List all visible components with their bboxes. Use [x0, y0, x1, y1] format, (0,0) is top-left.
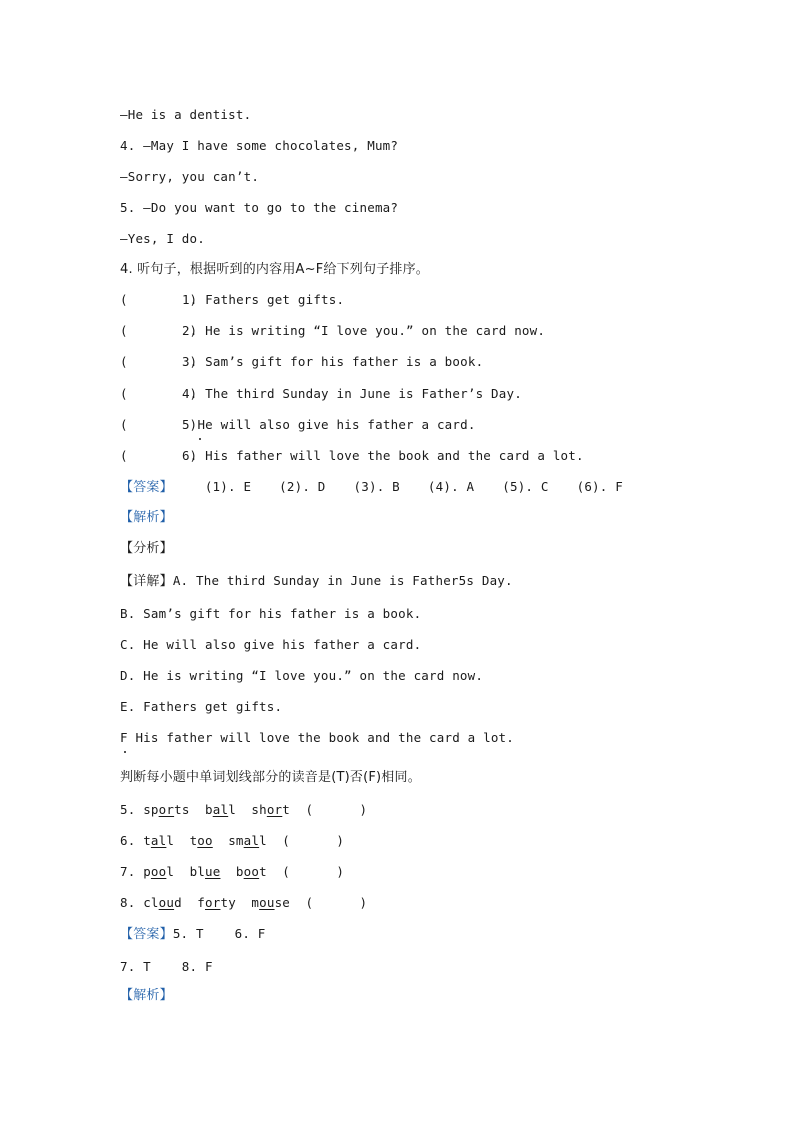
detail-line: D. He is writing “I love you.” on the card now. — [120, 668, 484, 683]
ordering-item-text: 1. Fathers get gifts. — [182, 292, 345, 307]
word-too: too — [189, 833, 213, 848]
detail-line — [120, 573, 513, 590]
dialogue-question-4: 4. —May I have some chocolates, Mum? — [120, 138, 399, 153]
word-pool: pool — [143, 864, 175, 879]
phonics-answer-row — [120, 926, 266, 943]
punctuation-dot — [199, 438, 201, 440]
answer-values: 5. T 6. F — [172, 926, 266, 941]
dialogue-reply-5: —Yes, I do. — [120, 231, 205, 246]
question-number: 6. — [120, 833, 136, 848]
detail-line: E. Fathers get gifts. — [120, 699, 283, 714]
fenxi-tag: 【分析】 — [120, 541, 173, 556]
answer-value: (2). D — [279, 479, 326, 494]
answer-tag: 【答案】 — [120, 480, 173, 495]
phonics-answer-row-2: 7. T 8. F — [120, 959, 213, 974]
section-4-instruction: 4. 听句子，根据听到的内容用A~F给下列句子排序。 — [120, 262, 429, 277]
detail-tag: 【详解】 — [120, 574, 173, 589]
ordering-item — [120, 417, 476, 433]
question-number: 5. — [120, 802, 136, 817]
word-tall: tall — [143, 833, 175, 848]
word-mouse: mouse — [251, 895, 291, 910]
phonics-instruction: 判断每小题中单词划线部分的读音是(T)否(F)相同。 — [120, 770, 421, 785]
ordering-item — [120, 323, 545, 339]
phonics-question-6 — [120, 833, 344, 849]
ordering-item — [120, 448, 584, 464]
detail-line: C. He will also give his father a card. — [120, 637, 422, 652]
answer-bracket[interactable]: ( ) — [120, 292, 198, 307]
word-ball: ball — [205, 802, 236, 817]
analysis-tag: 【解析】 — [120, 988, 173, 1003]
ordering-item-text: 2. He is writing “I love you.” on the card now. — [182, 323, 546, 338]
analysis-tag: 【解析】 — [120, 510, 173, 525]
ordering-item-text: 3. Sam’s gift for his father is a book. — [182, 354, 484, 369]
answer-value: (1). E — [204, 479, 252, 494]
phonics-question-8 — [120, 895, 367, 911]
answer-tag: 【答案】 — [120, 927, 173, 942]
word-sports: sports — [143, 802, 190, 817]
answer-value: (3). B — [353, 479, 400, 494]
ordering-item-text: 4. The third Sunday in June is Father’s Day. — [182, 386, 522, 401]
question-number: 8. — [120, 895, 136, 910]
word-blue: blue — [189, 864, 221, 879]
answer-bracket[interactable]: ( ) — [305, 895, 368, 910]
ordering-item — [120, 292, 344, 308]
answer-bracket[interactable]: ( ) — [120, 323, 198, 338]
word-boot: boot — [235, 864, 267, 879]
dialogue-question-5: 5. —Do you want to go to the cinema? — [120, 200, 399, 215]
ordering-item-text: 6. His father will love the book and the card a lot. — [182, 448, 584, 463]
answer-bracket[interactable]: ( ) — [282, 833, 345, 848]
answer-bracket[interactable]: ( ) — [120, 417, 198, 432]
question-number: 7. — [120, 864, 136, 879]
ordering-item-text: 5 He will also give his father a card. — [182, 417, 476, 432]
dialogue-reply-4: —Sorry, you can’t. — [120, 169, 260, 184]
word-small: small — [228, 833, 267, 848]
punctuation-dot — [124, 751, 126, 753]
word-cloud: cloud — [143, 895, 182, 910]
answer-value: (6). F — [576, 479, 623, 494]
answer-value: (5). C — [502, 479, 549, 494]
answer-bracket[interactable]: ( ) — [120, 354, 198, 369]
detail-line: B. Sam’s gift for his father is a book. — [120, 606, 422, 621]
phonics-question-5 — [120, 802, 367, 818]
answer-bracket[interactable]: ( ) — [282, 864, 345, 879]
dialogue-line: —He is a dentist. — [120, 107, 252, 122]
detail-line: F His father will love the book and the card a lot. — [120, 730, 515, 745]
answer-bracket[interactable]: ( ) — [120, 448, 198, 463]
ordering-item — [120, 386, 522, 402]
word-forty: forty — [197, 895, 236, 910]
word-short: short — [251, 802, 291, 817]
phonics-question-7 — [120, 864, 344, 880]
answer-value: (4). A — [427, 479, 475, 494]
answer-bracket[interactable]: ( ) — [305, 802, 368, 817]
answer-bracket[interactable]: ( ) — [120, 386, 198, 401]
ordering-item — [120, 354, 483, 370]
answer-row — [120, 479, 623, 496]
detail-text: A. The third Sunday in June is Father5s Day. — [172, 573, 513, 588]
